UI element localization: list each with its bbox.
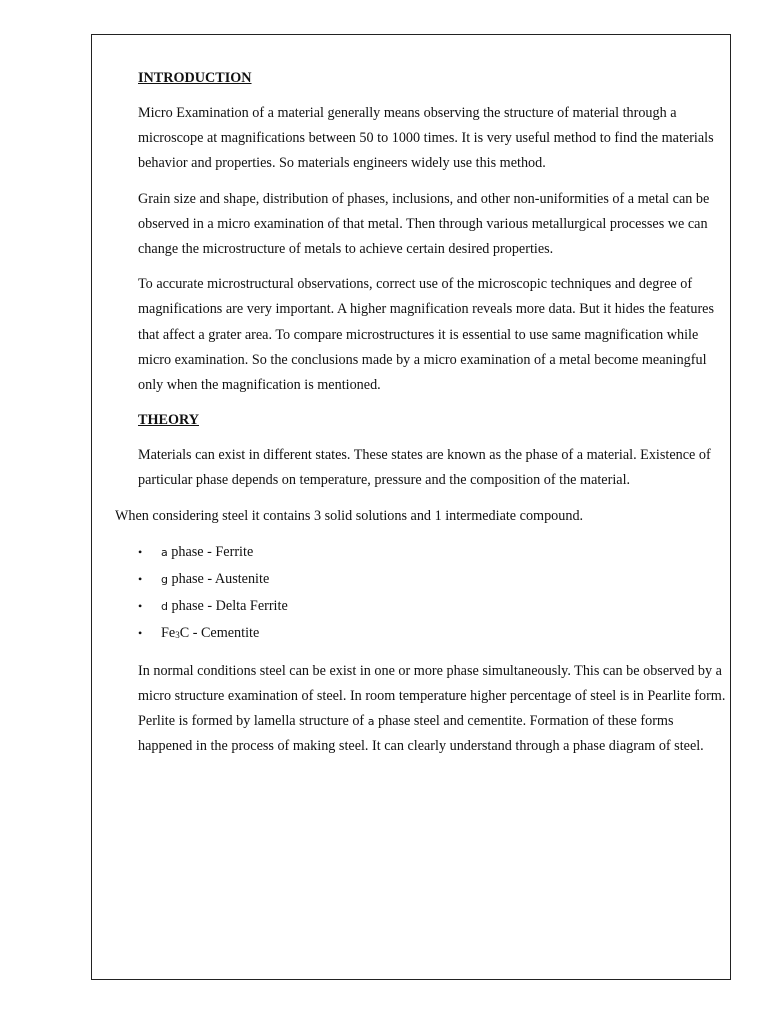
introduction-heading: INTRODUCTION [138, 70, 252, 86]
phase-list [138, 539, 728, 649]
list-item [138, 620, 728, 649]
introduction-paragraph-2: Grain size and shape, distribution of phases, inclusions, and other non-uniformities of a metal can be observed in a micro examination of that metal. Then through various metallurgical processes we can change the microstructure of metals to achieve certain desired properties. [138, 190, 710, 258]
list-item [138, 539, 728, 566]
introduction-paragraph-3: To accurate microstructural observations, correct use of the microscopic techniques and degree of magnifications are very important. A higher magnification reveals more data. But it hides the features that affect a grater area. To compare microstructures it is essential to use same magnification while micro examination. So the conclusions made by a micro examination of a metal become meaningful only when the magnification is mentioned. [138, 276, 714, 394]
cementite-fe: Fe [161, 624, 176, 641]
alpha-symbol: a [367, 715, 375, 729]
bullet-icon: • [138, 625, 143, 640]
phase-label: phase - Austenite [167, 570, 270, 587]
phase-label: phase - Delta Ferrite [167, 597, 288, 614]
theory-paragraph-2 [138, 659, 728, 760]
document-body [115, 66, 728, 770]
theory-paragraph-2-part-1: In normal conditions steel can be exist in one or more phase simultaneously. This can be observed by a micro structure examination of steel. In room temperature higher percentage of steel is in Pearlite form. Perlite is formed by lamella structure of [138, 662, 726, 730]
cementite-label: C - Cementite [179, 624, 260, 641]
alpha-symbol: a [161, 545, 168, 559]
bullet-icon: • [138, 571, 143, 586]
theory-paragraph-2-part-2: phase steel and cementite. Formation of these forms happened in the process of making steel. It can clearly understand through a phase diagram of steel. [138, 713, 704, 755]
gamma-symbol: g [161, 572, 168, 586]
delta-symbol: d [161, 599, 168, 613]
phase-label: phase - Ferrite [167, 543, 254, 560]
list-item [138, 593, 728, 620]
introduction-paragraph-1: Micro Examination of a material generally means observing the structure of material through a microscope at magnifications between 50 to 1000 times. It is very useful method to find the materials behavior and properties. So materials engineers widely use this method. [138, 105, 714, 172]
bullet-icon: • [138, 544, 143, 559]
steel-intro-text: When considering steel it contains 3 solid solutions and 1 intermediate compound. [115, 507, 584, 524]
bullet-icon: • [138, 598, 143, 613]
cementite-subscript: 3 [175, 629, 180, 640]
theory-paragraph-1: Materials can exist in different states. These states are known as the phase of a material. Existence of particular phase depends on temperature, pressure and the composition of the material. [138, 447, 711, 489]
theory-heading: THEORY [138, 412, 199, 429]
list-item [138, 566, 728, 593]
